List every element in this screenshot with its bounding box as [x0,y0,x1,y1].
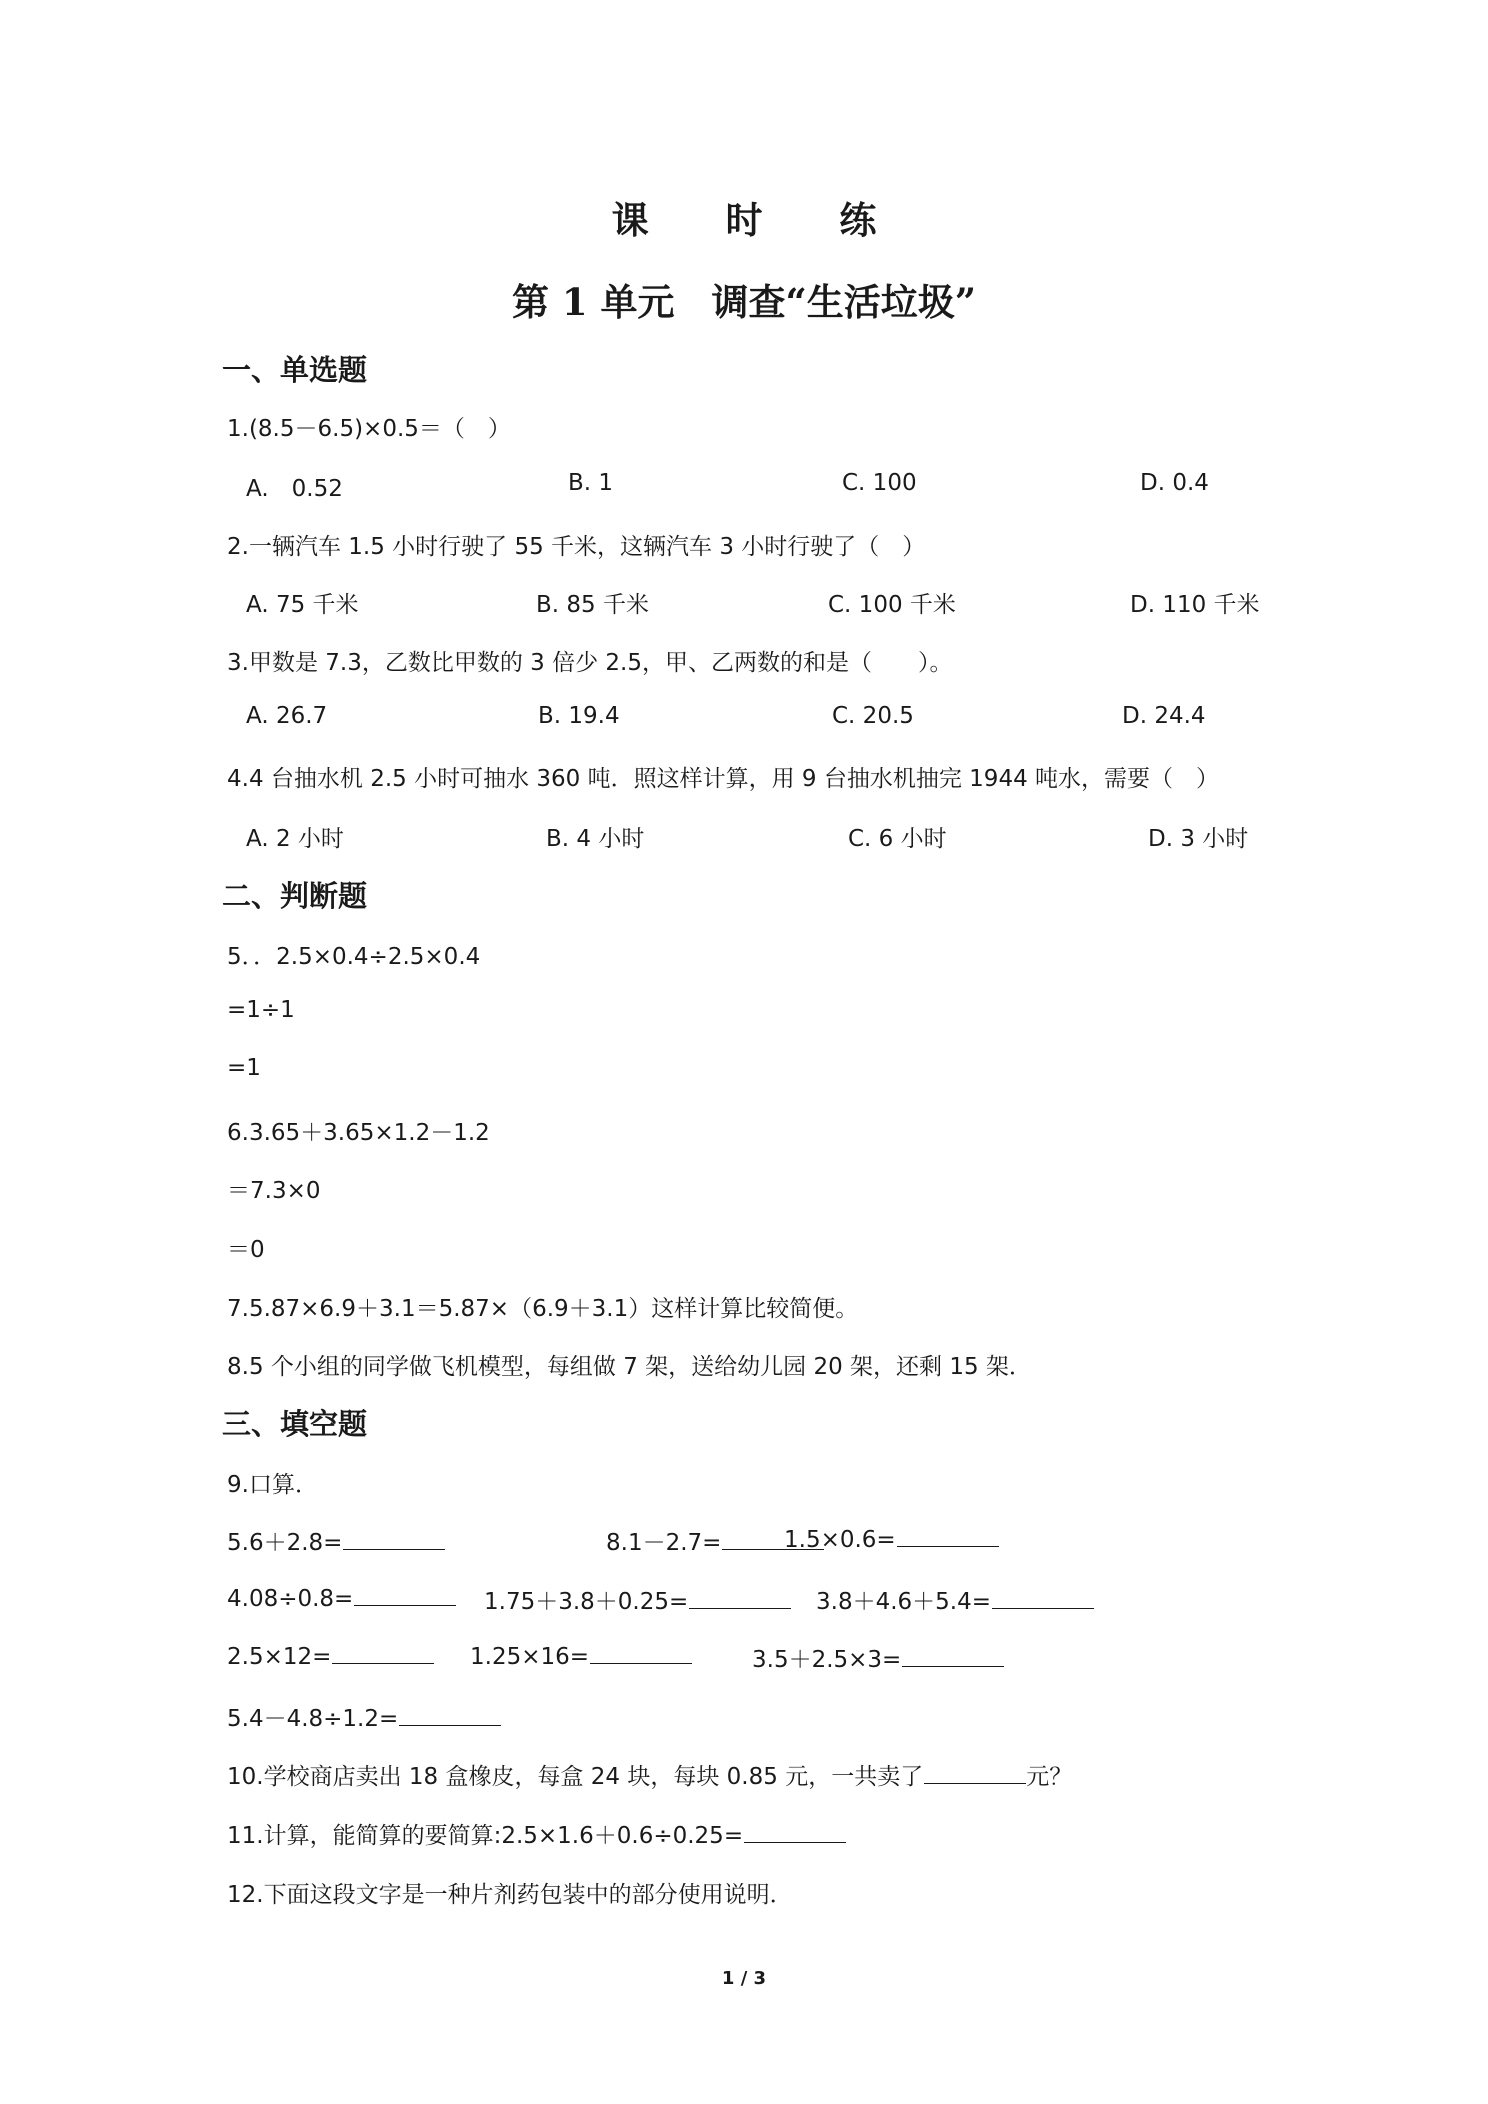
mental-math-item [784,1524,999,1553]
section-heading-fill-in: 三、填空题 [222,1407,368,1441]
mental-math-item [227,1524,445,1557]
question-10-stem [227,1758,1072,1791]
mental-math-expression: 8.1－2.7= [606,1530,722,1556]
mental-math-expression: 3.5＋2.5×3= [752,1647,902,1673]
section-heading-true-false: 二、判断题 [222,879,368,913]
question-5-line-2: =1÷1 [227,997,295,1023]
mental-math-expression: 2.5×12= [227,1644,332,1670]
answer-blank[interactable] [354,1583,456,1606]
question-3-option-c: C. 20.5 [832,703,914,729]
mental-math-item [484,1583,791,1616]
mental-math-expression: 1.25×16= [470,1644,590,1670]
answer-blank[interactable] [590,1641,692,1664]
unit-subtitle: 第 1 单元 调查“生活垃圾” [511,280,977,324]
question-3-option-b: B. 19.4 [538,703,620,729]
question-11-stem [227,1817,846,1850]
answer-blank[interactable] [689,1586,791,1609]
mental-math-expression: 1.5×0.6= [784,1527,896,1553]
question-2-option-b: B. 85 千米 [536,592,649,618]
answer-blank[interactable] [399,1703,501,1726]
question-6-line-3: ＝0 [227,1237,265,1263]
question-3-option-a: A. 26.7 [246,703,328,729]
mental-math-expression: 5.6＋2.8= [227,1530,343,1556]
question-5-line-1: 5．．2.5×0.4÷2.5×0.4 [227,944,481,970]
question-10-suffix: 元？ [1026,1764,1073,1790]
question-10-text: 10.学校商店卖出 18 盒橡皮，每盒 24 块，每块 0.85 元，一共卖了 [227,1764,924,1790]
mental-math-item [752,1641,1004,1674]
question-4-option-c: C. 6 小时 [848,826,947,852]
question-2-option-c: C. 100 千米 [828,592,956,618]
page-number: 1 / 3 [721,1968,767,1989]
question-3-option-d: D. 24.4 [1122,703,1206,729]
question-1-option-c: C. 100 [842,470,917,496]
mental-math-item [227,1700,501,1733]
mental-math-expression: 4.08÷0.8= [227,1586,354,1612]
question-7-stem: 7.5.87×6.9＋3.1＝5.87×（6.9＋3.1）这样计算比较简便。 [227,1296,859,1322]
mental-math-item [816,1583,1094,1616]
question-1-stem: 1.(8.5－6.5)×0.5＝（ ） [227,416,511,442]
question-2-stem: 2.一辆汽车 1.5 小时行驶了 55 千米，这辆汽车 3 小时行驶了（ ） [227,534,926,560]
question-11-text: 11.计算，能简算的要简算:2.5×1.6＋0.6÷0.25= [227,1823,744,1849]
mental-math-expression: 1.75＋3.8＋0.25= [484,1589,689,1615]
question-2-option-a: A. 75 千米 [246,592,359,618]
question-6-line-2: ＝7.3×0 [227,1178,321,1204]
question-9-stem: 9.口算． [227,1472,318,1498]
mental-math-item [227,1583,456,1612]
question-6-line-1: 6.3.65＋3.65×1.2－1.2 [227,1120,490,1146]
question-8-stem: 8.5 个小组的同学做飞机模型，每组做 7 架，送给幼儿园 20 架，还剩 15 架． [227,1354,1032,1380]
mental-math-item [227,1641,434,1670]
answer-blank[interactable] [902,1644,1004,1667]
question-4-option-d: D. 3 小时 [1148,826,1249,852]
answer-blank[interactable] [924,1761,1026,1784]
answer-blank[interactable] [992,1586,1094,1609]
page-title: 课 时 练 [611,198,909,242]
question-4-stem: 4.4 台抽水机 2.5 小时可抽水 360 吨．照这样计算，用 9 台抽水机抽完 1944 吨水，需要（ ） [227,766,1220,792]
question-3-stem: 3.甲数是 7.3，乙数比甲数的 3 倍少 2.5，甲、乙两数的和是（ ）。 [227,650,953,676]
answer-blank[interactable] [744,1820,846,1843]
answer-blank[interactable] [343,1527,445,1550]
question-4-option-b: B. 4 小时 [546,826,645,852]
answer-blank[interactable] [332,1641,434,1664]
question-2-option-d: D. 110 千米 [1130,592,1260,618]
question-4-option-a: A. 2 小时 [246,826,344,852]
question-1-option-b: B. 1 [568,470,614,496]
mental-math-expression: 3.8＋4.6＋5.4= [816,1589,992,1615]
answer-blank[interactable] [897,1524,999,1547]
question-5-line-3: =1 [227,1055,261,1081]
mental-math-item [470,1641,692,1670]
question-1-option-d: D. 0.4 [1140,470,1209,496]
question-1-option-a: A. 0.52 [246,476,343,502]
section-heading-single-choice: 一、单选题 [222,353,368,387]
question-12-stem: 12.下面这段文字是一种片剂药包装中的部分使用说明． [227,1882,793,1908]
mental-math-expression: 5.4－4.8÷1.2= [227,1706,399,1732]
